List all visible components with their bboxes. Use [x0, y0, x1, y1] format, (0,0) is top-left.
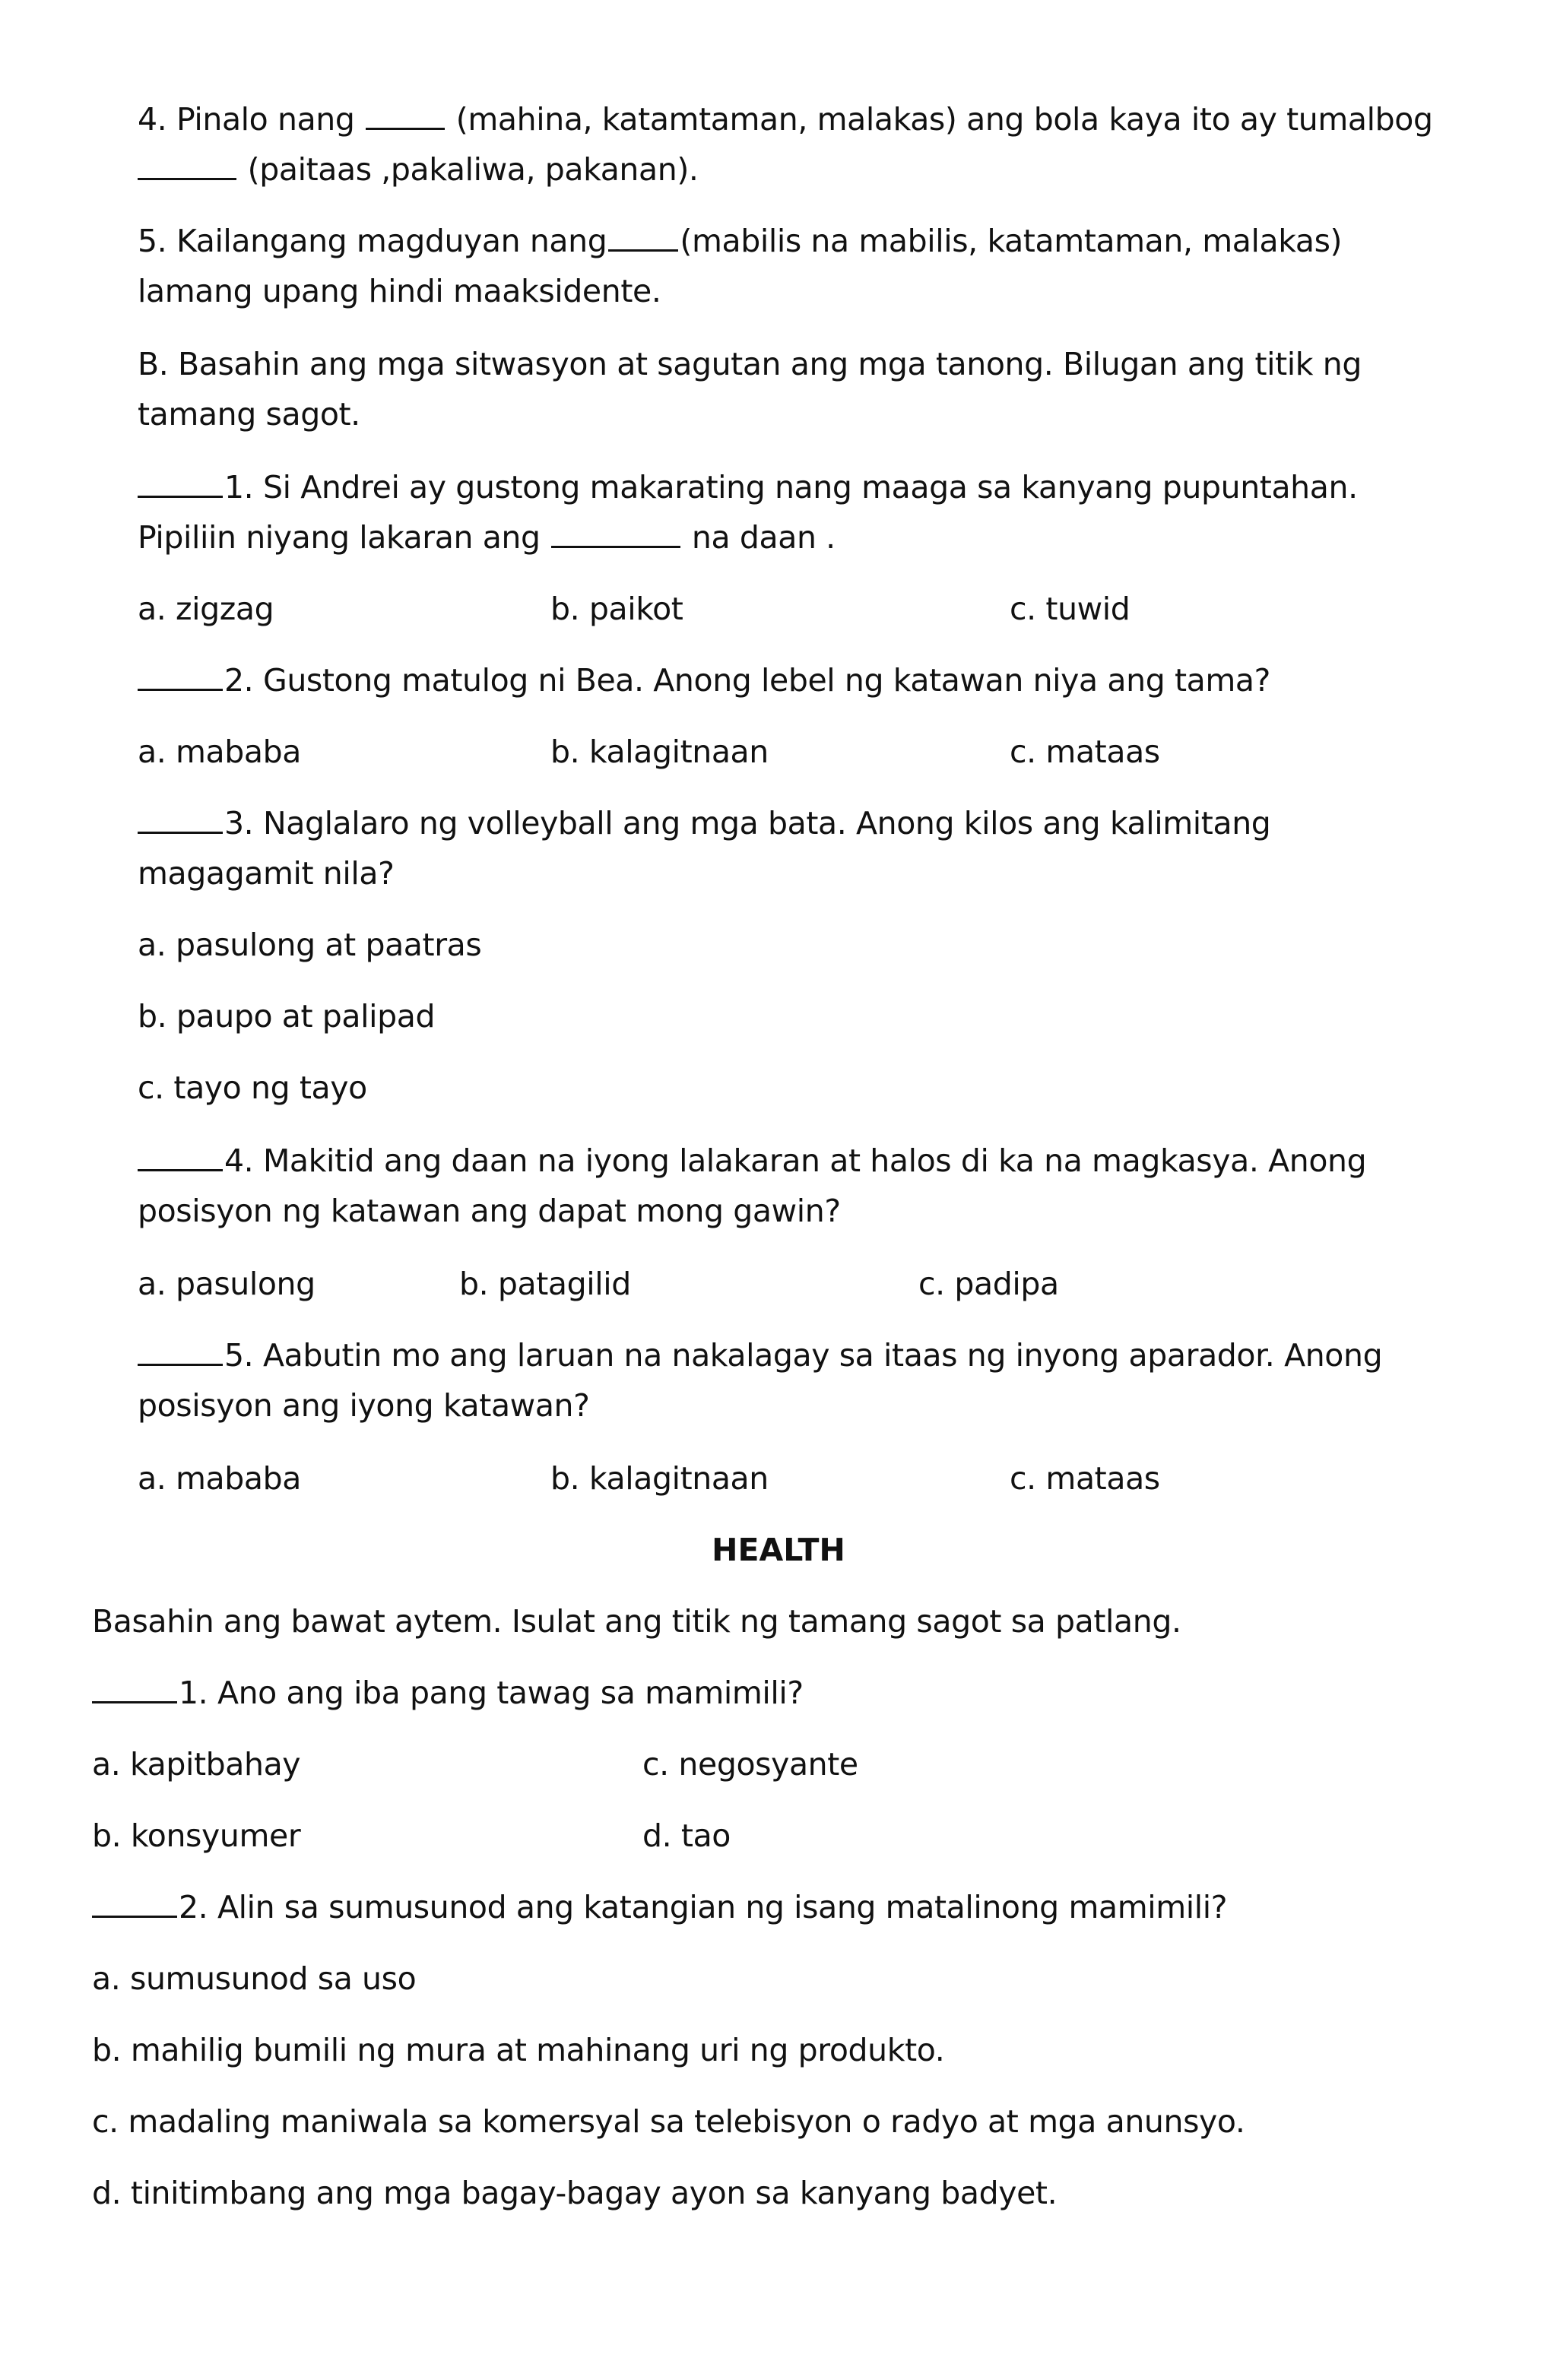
health-instruction: Basahin ang bawat aytem. Isulat ang titik ng tamang sagot sa patlang.: [92, 1603, 1181, 1640]
answer-blank[interactable]: [138, 1168, 223, 1171]
answer-blank[interactable]: [366, 127, 445, 130]
item-a5-line2: lamang upang hindi maaksidente.: [138, 273, 661, 309]
option[interactable]: a. pasulong: [138, 1266, 316, 1302]
option[interactable]: a. zigzag: [138, 591, 274, 627]
answer-blank[interactable]: [551, 545, 680, 548]
section-heading-health: HEALTH: [712, 1532, 845, 1568]
option[interactable]: c. negosyante: [642, 1746, 858, 1783]
item-b5-question-cont: posisyon ang iyong katawan?: [138, 1387, 590, 1424]
answer-blank[interactable]: [138, 177, 236, 180]
item-a4-line2: (paitaas ,pakaliwa, pakanan).: [138, 144, 699, 195]
option[interactable]: c. madaling maniwala sa komersyal sa telebisyon o radyo at mga anunsyo.: [92, 2103, 1245, 2140]
option[interactable]: c. mataas: [1010, 1460, 1160, 1497]
health-item2-question: 2. Alin sa sumusunod ang katangian ng isang matalinong mamimili?: [92, 1882, 1227, 1932]
option[interactable]: b. kalagitnaan: [550, 734, 769, 770]
option[interactable]: c. tuwid: [1010, 591, 1130, 627]
item-b1-question-cont: Pipiliin niyang lakaran ang na daan .: [138, 519, 836, 556]
item-b4-question: 4. Makitid ang daan na iyong lalakaran at halos di ka na magkasya. Anong: [138, 1136, 1366, 1186]
section-b-instruction-cont: tamang sagot.: [138, 396, 360, 433]
health-item1-question: 1. Ano ang iba pang tawag sa mamimili?: [92, 1668, 804, 1718]
option[interactable]: b. patagilid: [459, 1266, 631, 1302]
option[interactable]: b. mahilig bumili ng mura at mahinang uri ng produkto.: [92, 2032, 945, 2068]
answer-blank[interactable]: [92, 1915, 177, 1918]
option[interactable]: b. paupo at palipad: [138, 998, 436, 1035]
option[interactable]: b. konsyumer: [92, 1817, 301, 1854]
section-b-instruction: B. Basahin ang mga sitwasyon at sagutan ang mga tanong. Bilugan ang titik ng: [138, 346, 1362, 382]
item-b2-question: 2. Gustong matulog ni Bea. Anong lebel ng katawan niya ang tama?: [138, 655, 1270, 705]
option[interactable]: c. tayo ng tayo: [138, 1070, 367, 1106]
option[interactable]: a. mababa: [138, 734, 301, 770]
item-a5-line1: 5. Kailangang magduyan nang (mabilis na mabilis, katamtaman, malakas): [138, 223, 1343, 259]
option[interactable]: a. kapitbahay: [92, 1746, 301, 1783]
option[interactable]: d. tao: [642, 1817, 731, 1854]
option[interactable]: c. padipa: [918, 1266, 1059, 1302]
item-a4-line1: 4. Pinalo nang (mahina, katamtaman, malakas) ang bola kaya ito ay tumalbog: [138, 101, 1433, 138]
option[interactable]: c. mataas: [1010, 734, 1160, 770]
item-b5-question: 5. Aabutin mo ang laruan na nakalagay sa itaas ng inyong aparador. Anong: [138, 1330, 1382, 1380]
answer-blank[interactable]: [138, 495, 223, 498]
option[interactable]: a. mababa: [138, 1460, 301, 1497]
answer-blank[interactable]: [138, 831, 223, 834]
item-b3-question-cont: magagamit nila?: [138, 855, 395, 892]
option[interactable]: a. pasulong at paatras: [138, 927, 482, 963]
item-b3-question: 3. Naglalaro ng volleyball ang mga bata. Anong kilos ang kalimitang: [138, 798, 1270, 848]
answer-blank[interactable]: [92, 1700, 177, 1703]
option[interactable]: d. tinitimbang ang mga bagay-bagay ayon sa kanyang badyet.: [92, 2175, 1058, 2211]
answer-blank[interactable]: [138, 1363, 223, 1366]
option[interactable]: b. paikot: [550, 591, 683, 627]
answer-blank[interactable]: [138, 688, 223, 691]
option[interactable]: a. sumusunod sa uso: [92, 1960, 417, 1997]
item-b1-question: 1. Si Andrei ay gustong makarating nang maaga sa kanyang pupuntahan.: [138, 462, 1358, 512]
item-b4-question-cont: posisyon ng katawan ang dapat mong gawin?: [138, 1193, 841, 1229]
answer-blank[interactable]: [608, 249, 678, 252]
option[interactable]: b. kalagitnaan: [550, 1460, 769, 1497]
